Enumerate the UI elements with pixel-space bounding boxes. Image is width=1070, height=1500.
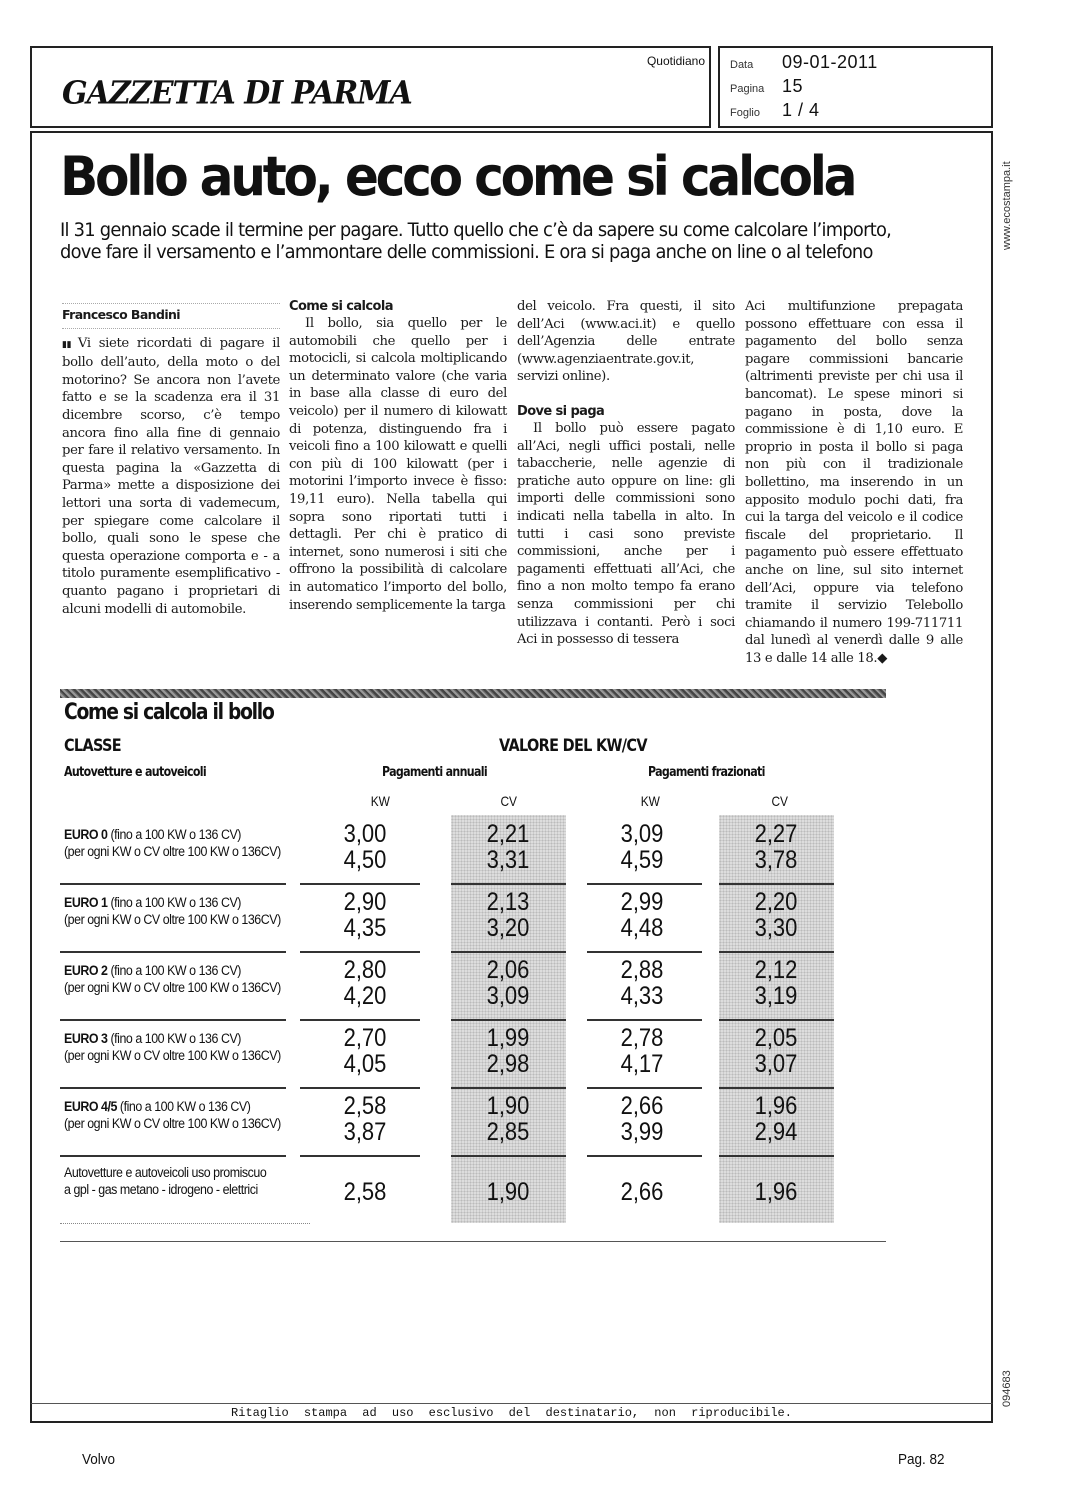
cell-annual-cv: 1,90 xyxy=(486,1092,530,1120)
row-divider xyxy=(451,951,566,953)
cell-annual-kw: 2,58 xyxy=(343,1092,387,1120)
cell-fraz-kw: 2,99 xyxy=(620,888,664,916)
newspaper-masthead: GAZZETTA DI PARMA xyxy=(62,75,412,112)
cell-annual-kw: 2,80 xyxy=(343,956,387,984)
row-divider xyxy=(719,1019,834,1021)
table-row-label: EURO 0 (fino a 100 KW o 136 CV) (per ogni KW o CV oltre 100 KW o 136CV) xyxy=(64,827,281,859)
row-divider xyxy=(60,883,286,885)
cell-annual-cv: 1,90 xyxy=(486,1178,530,1206)
table-title: Come si calcola il bollo xyxy=(64,700,274,725)
row-divider xyxy=(587,1087,702,1089)
row-divider xyxy=(587,883,702,885)
issue-meta-box xyxy=(718,46,993,128)
meta-value: 1 / 4 xyxy=(782,100,820,120)
table-row-label: EURO 1 (fino a 100 KW o 136 CV) (per ogni KW o CV oltre 100 KW o 136CV) xyxy=(64,895,281,927)
cell-annual-cv: 2,13 xyxy=(486,888,530,916)
section-text-calc-cont: del veicolo. Fra questi, il sito dell’Aci (www.aci.it) e quello dell’Agenzia delle entrate (www.agenziaentrate.gov.it, servizi online). xyxy=(517,299,735,385)
masthead-box xyxy=(30,46,711,128)
row-divider xyxy=(300,883,420,885)
row-divider xyxy=(300,951,420,953)
meta-label: Foglio xyxy=(730,107,760,119)
cell-fraz-cv: 3,78 xyxy=(754,846,798,874)
unit-kw-annual: KW xyxy=(370,793,390,809)
row-divider xyxy=(60,951,286,953)
article-column-3 xyxy=(517,298,735,649)
cell-fraz-cv: 3,19 xyxy=(754,982,798,1010)
cell-fraz-kw: 3,09 xyxy=(620,820,664,848)
section-title-pay: Dove si paga xyxy=(517,403,605,419)
cell-annual-kw: 4,20 xyxy=(343,982,387,1010)
cell-fraz-cv: 3,30 xyxy=(754,914,798,942)
row-divider xyxy=(300,1087,420,1089)
cell-fraz-cv: 1,96 xyxy=(754,1178,798,1206)
row-divider xyxy=(60,1087,286,1089)
article-column-4 xyxy=(745,298,963,667)
cell-fraz-cv: 2,27 xyxy=(754,820,798,848)
cell-annual-cv: 2,85 xyxy=(486,1118,530,1146)
cell-fraz-kw: 3,99 xyxy=(620,1118,664,1146)
row-divider xyxy=(587,951,702,953)
footer-client: Volvo xyxy=(82,1451,116,1468)
header-valore: VALORE DEL KW/CV xyxy=(499,736,647,756)
row-divider xyxy=(60,1155,286,1157)
row-divider xyxy=(587,1155,702,1157)
row-divider xyxy=(300,1155,420,1157)
row-divider xyxy=(719,883,834,885)
cell-annual-kw: 3,00 xyxy=(343,820,387,848)
meta-value: 15 xyxy=(782,76,804,96)
cell-annual-kw: 4,05 xyxy=(343,1050,387,1078)
row-divider xyxy=(719,1087,834,1089)
cell-annual-cv: 1,99 xyxy=(486,1024,530,1052)
cell-annual-cv: 2,21 xyxy=(486,820,530,848)
publication-type: Quotidiano xyxy=(646,54,705,68)
section-text-pay-cont: Aci multifunzione prepagata possono effettuare con essa il pagamento del bollo senza pagare commissioni bancarie (altrimenti previste per chi usa il bancomat). Le spese minori si pagano in posta, dove la commissione è di 1,10 euro. E proprio in posta il bollo si paga non più con il tradizionale bollettino, ma inserendo in un apposito modulo pochi dati, fra cui la targa del veicolo e il codice fiscale del proprietario. Il pagamento può essere effettuato anche on line, sul sito internet dell’Aci, oppure via telefono tramite il servizio Telebollo chiamando il numero 199-711711 dal lunedì al venerdì dalle 9 alle 13 e dalle 14 alle 18. xyxy=(745,299,963,666)
article-column-2 xyxy=(289,298,507,614)
cell-annual-kw: 2,58 xyxy=(343,1178,387,1206)
side-website: www.ecostampa.it xyxy=(1001,161,1013,250)
cell-annual-kw: 3,87 xyxy=(343,1118,387,1146)
meta-label: Data xyxy=(730,59,754,71)
cell-fraz-cv: 3,07 xyxy=(754,1050,798,1078)
disclaimer-box xyxy=(30,1403,993,1423)
cell-fraz-kw: 4,33 xyxy=(620,982,664,1010)
header-classe: CLASSE xyxy=(64,736,121,756)
cell-annual-cv: 2,98 xyxy=(486,1050,530,1078)
cell-fraz-cv: 2,94 xyxy=(754,1118,798,1146)
cell-annual-cv: 3,20 xyxy=(486,914,530,942)
cell-fraz-kw: 4,17 xyxy=(620,1050,664,1078)
table-row-label: Autovetture e autoveicoli uso promiscuo a gpl - gas metano - idrogeno - elettrici xyxy=(64,1165,267,1197)
cell-annual-kw: 4,50 xyxy=(343,846,387,874)
table-dotted-divider xyxy=(60,1223,310,1224)
unit-cv-annual: CV xyxy=(500,793,517,809)
cell-annual-cv: 3,09 xyxy=(486,982,530,1010)
table-row-label: EURO 3 (fino a 100 KW o 136 CV) (per ogni KW o CV oltre 100 KW o 136CV) xyxy=(64,1031,281,1063)
side-code: 094683 xyxy=(1001,1370,1013,1407)
cell-fraz-kw: 2,78 xyxy=(620,1024,664,1052)
header-autovetture: Autovetture e autoveicoli xyxy=(64,765,206,780)
row-divider xyxy=(60,1019,286,1021)
cell-fraz-kw: 2,66 xyxy=(620,1092,664,1120)
row-divider xyxy=(451,1155,566,1157)
cell-fraz-kw: 4,48 xyxy=(620,914,664,942)
article-column-1 xyxy=(62,303,280,618)
cell-annual-kw: 4,35 xyxy=(343,914,387,942)
meta-sheet xyxy=(730,100,820,121)
article xyxy=(30,131,993,1421)
cell-annual-kw: 2,90 xyxy=(343,888,387,916)
table-row-label: EURO 2 (fino a 100 KW o 136 CV) (per ogni KW o CV oltre 100 KW o 136CV) xyxy=(64,963,281,995)
row-divider xyxy=(300,1019,420,1021)
cell-fraz-cv: 2,20 xyxy=(754,888,798,916)
cell-fraz-kw: 4,59 xyxy=(620,846,664,874)
disclaimer-text: Ritaglio stampa ad uso esclusivo del destinatario, non riproducibile. xyxy=(231,1406,792,1420)
cell-fraz-kw: 2,66 xyxy=(620,1178,664,1206)
table-row-label: EURO 4/5 (fino a 100 KW o 136 CV) (per ogni KW o CV oltre 100 KW o 136CV) xyxy=(64,1099,281,1131)
header-annual: Pagamenti annuali xyxy=(382,765,487,780)
cell-annual-cv: 2,06 xyxy=(486,956,530,984)
author-byline: Francesco Bandini xyxy=(62,303,280,329)
footer-page-number: Pag. 82 xyxy=(898,1451,945,1468)
table-bottom-rule xyxy=(60,1241,886,1242)
unit-cv-fraz: CV xyxy=(771,793,788,809)
end-mark-icon: ◆ xyxy=(877,650,888,666)
row-divider xyxy=(719,1155,834,1157)
row-divider xyxy=(719,951,834,953)
cell-annual-cv: 3,31 xyxy=(486,846,530,874)
header-fractional: Pagamenti frazionati xyxy=(648,765,765,780)
table-top-stripe xyxy=(60,689,886,698)
cell-annual-kw: 2,70 xyxy=(343,1024,387,1052)
section-text-pay: Il bollo può essere pagato all’Aci, negli uffici postali, nelle tabaccherie, nelle agenzie di pratiche auto oppure on line: gli importi delle commissioni sono indicati nella tabella in alto. In tutti i casi sono previste commissioni, anche per i pagamenti effettuati all’Aci, che fino a non molto tempo fa erano senza commissioni per chi utilizzava i contanti. Però i soci Aci in possesso di tessera xyxy=(517,420,735,648)
meta-label: Pagina xyxy=(730,83,765,95)
meta-value: 09-01-2011 xyxy=(782,52,878,72)
unit-kw-fraz: KW xyxy=(640,793,660,809)
row-divider xyxy=(587,1019,702,1021)
subheadline: Il 31 gennaio scade il termine per pagare. Tutto quello che c’è da sapere su come calcolare l’importo, dove fare il versamento e l’ammontare delle commissioni. E ora si paga anche on line o al telefono xyxy=(60,219,892,263)
article-intro: ▮▮ Vi siete ricordati di pagare il bollo dell’auto, della moto o del motorino? Se ancora non l’avete fatto e se la scadenza era il 31 dicembre scorso, c’è tempo ancora fino alla fine di gennaio per fare il relativo versamento. In questa pagina la «Gazzetta di Parma» mette a disposizione dei lettori una sorta di vademecum, per spiegare come calcolare il bollo, quali sono le spese che questa operazione comporta e - a titolo puramente esemplificativo - quanto pagano i proprietari di alcuni modelli di automobile. xyxy=(62,335,281,617)
section-title-calc: Come si calcola xyxy=(289,299,393,314)
meta-page xyxy=(730,76,803,97)
row-divider xyxy=(451,883,566,885)
cell-fraz-cv: 2,12 xyxy=(754,956,798,984)
meta-date xyxy=(730,52,878,73)
row-divider xyxy=(451,1087,566,1089)
cell-fraz-cv: 2,05 xyxy=(754,1024,798,1052)
cell-fraz-kw: 2,88 xyxy=(620,956,664,984)
cell-fraz-cv: 1,96 xyxy=(754,1092,798,1120)
section-text-calc: Il bollo, sia quello per le automobili che quello per i motocicli, si calcola moltiplicando un determinato valore (che varia in base alla classe di euro del veicolo) per il numero di kilowatt di potenza, distinguendo fra i veicoli fino a 100 kilowatt e quelli con più di 100 kilowatt (per i motorini l’importo invece è fisso: 19,11 euro). Nella tabella qui sopra sono riportati tutti i dettagli. Per chi è pratico di internet, sono numerosi i siti che offrono la possibilità di calcolare in automatico l’importo del bollo, inserendo semplicemente la targa xyxy=(289,316,507,613)
row-divider xyxy=(451,1019,566,1021)
headline: Bollo auto, ecco come si calcola xyxy=(60,145,855,208)
